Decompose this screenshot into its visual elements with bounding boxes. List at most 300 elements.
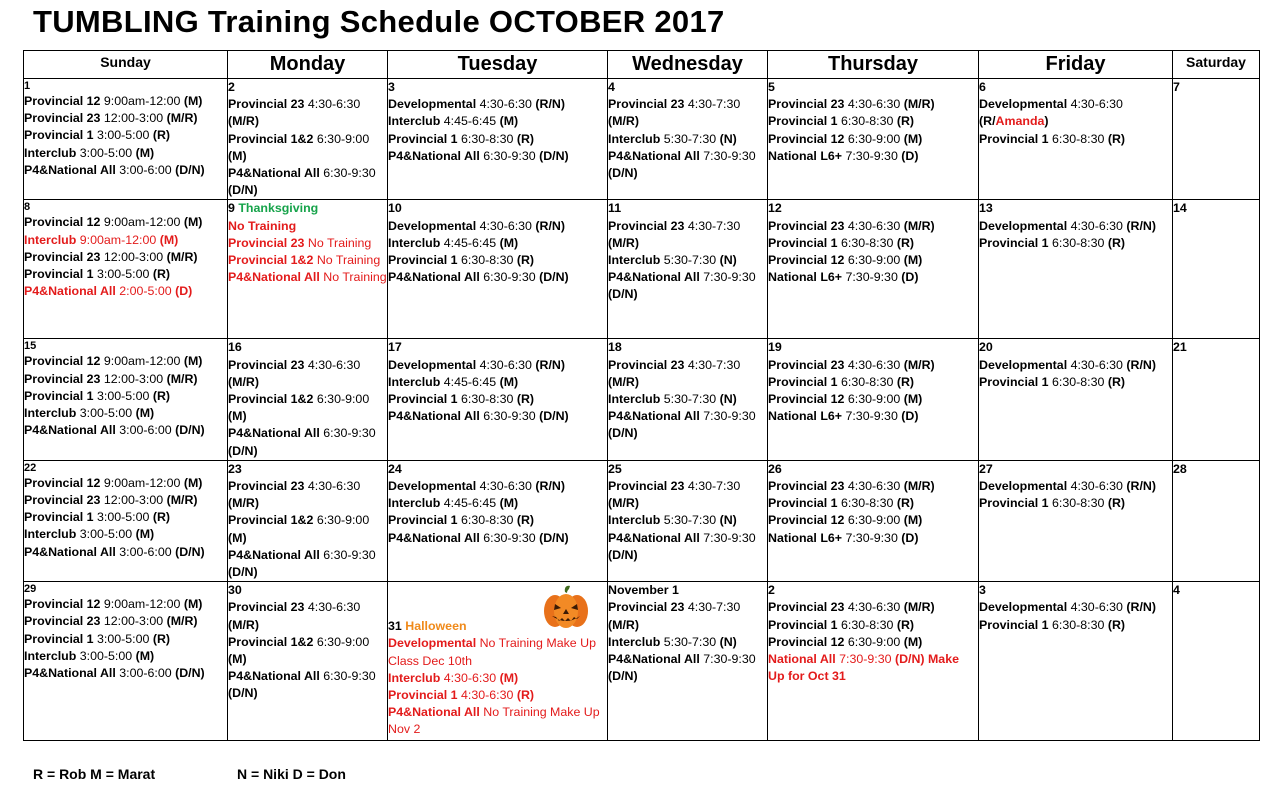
schedule-detail: 4:30-6:30 <box>440 670 500 685</box>
schedule-entry <box>388 635 607 669</box>
program-name: Provincial 23 <box>228 97 305 112</box>
program-name: P4&National All <box>388 705 480 720</box>
schedule-detail: 3:00-6:00 <box>115 423 176 438</box>
date-number: 24 <box>388 461 402 476</box>
date-label <box>608 200 767 217</box>
schedule-detail: 7:30-9:30 <box>842 530 902 545</box>
schedule-detail: (R) <box>896 114 915 129</box>
day-cell <box>228 339 388 460</box>
day-cell <box>388 79 608 200</box>
date-number: 4 <box>608 80 615 94</box>
schedule-detail: (M) <box>135 145 155 160</box>
date-number: 21 <box>1173 340 1187 355</box>
schedule-entry <box>979 235 1172 252</box>
program-name: Provincial 1&2 <box>228 513 314 528</box>
day-cell <box>768 582 979 741</box>
schedule-entry <box>608 634 767 651</box>
schedule-detail: 4:30-6:30 <box>457 688 517 703</box>
date-number: 31 <box>388 619 402 634</box>
schedule-detail: 6:30-9:00 <box>844 392 904 407</box>
schedule-detail: 6:30-9:30 <box>479 148 540 163</box>
schedule-detail: (R) <box>152 510 171 525</box>
day-cell <box>608 200 768 339</box>
schedule-entry <box>228 252 387 269</box>
calendar-body <box>24 79 1260 741</box>
header-tuesday: Tuesday <box>388 51 608 79</box>
schedule-detail: 9:00am-12:00 <box>100 215 184 230</box>
schedule-detail: 5:30-7:30 <box>660 131 720 146</box>
schedule-entry <box>24 110 227 127</box>
date-number: 20 <box>979 340 993 355</box>
program-name: Provincial 12 <box>24 475 101 490</box>
schedule-detail: 4:45-6:45 <box>440 496 500 511</box>
date-label <box>768 339 978 356</box>
schedule-detail: (R/N) <box>535 97 565 112</box>
program-name: Provincial 23 <box>608 97 685 112</box>
schedule-detail: 4:30-6:30 <box>304 479 361 494</box>
schedule-detail: 6:30-8:30 <box>457 392 517 407</box>
program-name: P4&National All <box>228 270 320 285</box>
schedule-detail: (R/N) <box>1126 357 1156 372</box>
date-label <box>768 200 978 217</box>
schedule-detail: (N) <box>719 513 737 528</box>
program-name: Provincial 12 <box>768 131 845 146</box>
schedule-detail: (R/N) <box>535 357 565 372</box>
program-name: Provincial 12 <box>24 354 101 369</box>
date-number: 17 <box>388 340 402 355</box>
header-friday: Friday <box>979 51 1173 79</box>
program-name: Provincial 12 <box>24 94 101 108</box>
date-label <box>768 582 978 599</box>
schedule-detail: (D/N) Make Up for Oct 31 <box>768 652 959 684</box>
schedule-detail: (M) <box>903 253 923 268</box>
schedule-entry <box>388 357 607 374</box>
schedule-detail: 4:45-6:45 <box>440 114 500 129</box>
day-cell <box>1173 460 1260 581</box>
program-name: Interclub <box>608 253 661 268</box>
schedule-detail: 3:00-5:00 <box>93 388 153 403</box>
program-name: Provincial 1 <box>768 235 838 250</box>
schedule-entry <box>24 388 227 405</box>
schedule-detail: (R/N) <box>1126 479 1156 494</box>
schedule-entry <box>608 478 767 512</box>
schedule-detail: 3:00-5:00 <box>76 145 136 160</box>
schedule-entry <box>608 252 767 269</box>
program-name: Provincial 1 <box>24 510 94 525</box>
schedule-detail: (R) <box>152 267 171 282</box>
schedule-detail: 12:00-3:00 <box>100 371 167 386</box>
program-name: Provincial 12 <box>768 634 845 649</box>
program-name: Provincial 1 <box>979 496 1049 511</box>
schedule-entry <box>24 371 227 388</box>
schedule-detail: 6:30-9:00 <box>844 131 904 146</box>
schedule-entry <box>388 374 607 391</box>
program-name: Provincial 1&2 <box>228 634 314 649</box>
day-cell <box>768 339 979 460</box>
schedule-detail: 4:30-6:30 <box>844 357 904 372</box>
program-name: P4&National All <box>228 166 320 181</box>
schedule-entry <box>768 96 978 113</box>
program-name: National All <box>768 652 836 667</box>
schedule-entry <box>768 530 978 547</box>
schedule-detail: 4:30-6:30 <box>476 357 536 372</box>
program-name: Provincial 23 <box>228 235 305 250</box>
date-number: 9 <box>228 201 235 216</box>
schedule-entry <box>768 131 978 148</box>
program-name: Developmental <box>979 97 1068 112</box>
date-number: 6 <box>979 80 986 94</box>
program-name: Provincial 23 <box>608 357 685 372</box>
schedule-entry <box>388 478 607 495</box>
schedule-detail: 4:30-7:30 <box>684 479 741 494</box>
schedule-detail: 9:00am-12:00 <box>100 354 184 369</box>
date-number: 30 <box>228 583 242 598</box>
schedule-entry <box>388 687 607 704</box>
date-label <box>24 79 227 93</box>
schedule-detail: 4:45-6:45 <box>440 235 500 250</box>
schedule-detail: (N) <box>719 131 737 146</box>
weekday-header-row <box>24 51 1260 79</box>
program-name: P4&National All <box>228 426 320 441</box>
schedule-detail: 6:30-8:30 <box>1048 374 1108 389</box>
program-name: P4&National All <box>24 423 116 438</box>
schedule-detail: 9:00am-12:00 <box>76 232 160 247</box>
program-name: Provincial 23 <box>768 479 845 494</box>
schedule-detail: 4:30-6:30 <box>844 218 904 233</box>
day-cell <box>228 460 388 581</box>
schedule-entry <box>388 252 607 269</box>
date-number: 2 <box>768 583 775 598</box>
program-name: P4&National All <box>388 530 480 545</box>
schedule-detail: (D/N) <box>175 544 205 559</box>
schedule-detail: (M) <box>183 597 203 612</box>
day-cell <box>608 339 768 460</box>
date-label <box>1173 200 1259 217</box>
schedule-detail: (M) <box>228 148 247 163</box>
schedule-entry <box>608 530 767 564</box>
program-name: Provincial 1&2 <box>228 131 314 146</box>
schedule-detail: (R/N) <box>535 479 565 494</box>
program-name: Provincial 1 <box>768 374 838 389</box>
schedule-detail: (D/N) <box>175 162 205 177</box>
date-label <box>24 200 227 214</box>
schedule-detail: 4:45-6:45 <box>440 374 500 389</box>
day-cell <box>608 79 768 200</box>
schedule-entry <box>228 269 387 286</box>
schedule-detail: (R/N) <box>1126 218 1156 233</box>
schedule-entry <box>24 665 227 682</box>
date-number: 29 <box>24 583 37 596</box>
schedule-entry <box>24 214 227 231</box>
schedule-detail: 6:30-8:30 <box>837 374 897 389</box>
schedule-entry <box>979 374 1172 391</box>
schedule-entry <box>228 599 387 633</box>
program-name: Provincial 1 <box>24 128 94 143</box>
date-label <box>608 461 767 478</box>
schedule-entry <box>24 249 227 266</box>
date-label <box>979 582 1172 599</box>
date-number: 7 <box>1173 80 1180 94</box>
day-cell <box>24 582 228 741</box>
schedule-detail: 4:30-7:30 <box>684 600 741 615</box>
schedule-entry <box>388 235 607 252</box>
schedule-detail: 4:30-7:30 <box>684 97 741 112</box>
schedule-entry <box>768 391 978 408</box>
schedule-detail: 6:30-8:30 <box>1048 235 1108 250</box>
day-cell <box>388 339 608 460</box>
schedule-detail: (M) <box>228 409 247 424</box>
schedule-detail: 3:00-5:00 <box>76 406 136 421</box>
header-monday: Monday <box>228 51 388 79</box>
date-label <box>608 339 767 356</box>
date-number: 8 <box>24 201 31 214</box>
program-name: Interclub <box>608 513 661 528</box>
schedule-detail: 12:00-3:00 <box>100 111 167 126</box>
schedule-detail: (D/N) <box>228 183 258 198</box>
program-name: Provincial 12 <box>24 597 101 612</box>
program-name: Interclub <box>24 406 77 421</box>
schedule-detail: (M/R) <box>608 617 639 632</box>
schedule-detail: (R) <box>152 631 171 646</box>
date-label <box>1173 461 1259 478</box>
program-name: Provincial 1 <box>979 374 1049 389</box>
schedule-detail: 4:30-6:30 <box>476 479 536 494</box>
schedule-detail: No Training <box>319 270 387 285</box>
schedule-detail: (D/N) <box>228 565 258 580</box>
schedule-detail: 4:30-6:30 <box>1067 218 1127 233</box>
schedule-detail: (M/R) <box>166 111 198 126</box>
schedule-detail: (R) <box>516 392 535 407</box>
date-label <box>768 461 978 478</box>
schedule-detail: (D/N) <box>175 666 205 681</box>
day-cell <box>608 582 768 741</box>
schedule-detail: 7:30-9:30 <box>699 409 756 424</box>
day-cell <box>979 582 1173 741</box>
day-cell <box>388 460 608 581</box>
program-name: Provincial 23 <box>768 357 845 372</box>
program-name: P4&National All <box>24 162 116 177</box>
schedule-entry <box>228 547 387 581</box>
schedule-detail: 7:30-9:30 <box>835 652 895 667</box>
date-label <box>768 79 978 96</box>
schedule-detail: 6:30-8:30 <box>837 617 897 632</box>
program-name: Provincial 23 <box>228 479 305 494</box>
schedule-detail: (D/N) <box>539 530 569 545</box>
schedule-detail: (M/R) <box>903 218 935 233</box>
day-cell <box>24 200 228 339</box>
program-name: P4&National All <box>608 148 700 163</box>
schedule-entry <box>228 218 387 235</box>
schedule-detail: (M) <box>903 392 923 407</box>
schedule-detail: (M/R) <box>228 496 259 511</box>
schedule-detail: 6:30-8:30 <box>1048 617 1108 632</box>
day-cell <box>388 200 608 339</box>
program-name: Provincial 23 <box>608 218 685 233</box>
schedule-entry <box>388 704 607 738</box>
schedule-detail: (M/R) <box>166 249 198 264</box>
program-name: Interclub <box>24 145 77 160</box>
schedule-entry <box>24 648 227 665</box>
schedule-detail: (R/N) <box>535 218 565 233</box>
program-name: P4&National All <box>608 530 700 545</box>
schedule-detail: (M) <box>499 374 519 389</box>
program-name: Interclub <box>388 235 441 250</box>
schedule-detail: 4:30-6:30 <box>476 97 536 112</box>
program-name: Developmental <box>979 357 1068 372</box>
schedule-entry <box>228 131 387 165</box>
schedule-detail: 2:00-5:00 <box>115 284 176 299</box>
schedule-entry <box>768 495 978 512</box>
schedule-detail: (R) <box>896 617 915 632</box>
date-number: 26 <box>768 461 782 476</box>
schedule-detail: (M/R) <box>903 600 935 615</box>
schedule-detail: 4:30-6:30 <box>844 479 904 494</box>
schedule-detail: 4:30-6:30 <box>1067 600 1127 615</box>
program-name: Provincial 1&2 <box>228 253 314 268</box>
schedule-entry <box>228 165 387 199</box>
program-name: Provincial 1 <box>388 253 458 268</box>
program-name: Interclub <box>608 634 661 649</box>
schedule-entry <box>608 651 767 685</box>
schedule-detail: 7:30-9:30 <box>842 270 902 285</box>
program-name: Provincial 23 <box>608 479 685 494</box>
schedule-detail: 7:30-9:30 <box>842 409 902 424</box>
program-name: P4&National All <box>388 270 480 285</box>
program-name: Developmental <box>388 636 477 651</box>
program-name: Provincial 23 <box>24 249 101 264</box>
schedule-detail: 7:30-9:30 <box>699 530 756 545</box>
schedule-entry <box>768 512 978 529</box>
schedule-entry <box>24 266 227 283</box>
schedule-detail: (R) <box>516 131 535 146</box>
program-name: Provincial 1 <box>388 513 458 528</box>
date-number: 19 <box>768 340 782 355</box>
schedule-detail: (M) <box>903 131 923 146</box>
schedule-entry <box>979 478 1172 495</box>
day-cell <box>1173 79 1260 200</box>
schedule-detail: 7:30-9:30 <box>842 148 902 163</box>
schedule-detail: (M) <box>903 513 923 528</box>
schedule-detail: (M) <box>135 406 155 421</box>
program-name: Provincial 23 <box>228 357 305 372</box>
schedule-detail: Amanda <box>995 114 1045 129</box>
schedule-detail: 6:30-8:30 <box>457 253 517 268</box>
program-name: P4&National All <box>608 270 700 285</box>
schedule-entry <box>979 495 1172 512</box>
schedule-entry <box>24 509 227 526</box>
date-number: 5 <box>768 80 775 94</box>
schedule-entry <box>24 232 227 249</box>
schedule-entry <box>608 218 767 252</box>
schedule-detail: 6:30-9:00 <box>844 253 904 268</box>
schedule-detail: (M) <box>499 235 519 250</box>
schedule-entry <box>608 599 767 633</box>
schedule-detail: 4:30-6:30 <box>844 600 904 615</box>
program-name: National L6+ <box>768 270 843 285</box>
date-number: 10 <box>388 201 402 216</box>
header-saturday: Saturday <box>1173 51 1260 79</box>
schedule-detail: 6:30-9:30 <box>479 530 540 545</box>
schedule-detail: (D) <box>175 284 193 299</box>
program-name: Provincial 1 <box>768 496 838 511</box>
schedule-detail: (M) <box>159 232 179 247</box>
schedule-entry <box>768 357 978 374</box>
program-name: Provincial 1 <box>388 688 458 703</box>
day-cell <box>979 339 1173 460</box>
date-label <box>979 79 1172 96</box>
schedule-detail: 3:00-6:00 <box>115 544 176 559</box>
program-name: Provincial 12 <box>24 215 101 230</box>
schedule-detail: (M) <box>499 496 519 511</box>
schedule-detail: (D/N) <box>175 423 205 438</box>
schedule-entry <box>388 512 607 529</box>
schedule-detail: (M) <box>183 94 203 108</box>
day-cell <box>979 200 1173 339</box>
program-name: Developmental <box>388 479 477 494</box>
program-name: P4&National All <box>608 652 700 667</box>
schedule-detail: 6:30-9:30 <box>479 409 540 424</box>
date-label <box>1173 339 1259 356</box>
schedule-entry <box>24 127 227 144</box>
program-name: Provincial 1 <box>388 392 458 407</box>
schedule-detail: (N) <box>719 253 737 268</box>
program-name: Provincial 1&2 <box>228 392 314 407</box>
program-name: P4&National All <box>228 669 320 684</box>
week-row <box>24 200 1260 339</box>
schedule-entry <box>24 93 227 110</box>
schedule-entry <box>228 235 387 252</box>
schedule-entry <box>388 96 607 113</box>
day-cell <box>608 460 768 581</box>
pumpkin-icon <box>541 584 591 630</box>
schedule-entry <box>388 391 607 408</box>
schedule-detail: 4:30-6:30 <box>1067 357 1127 372</box>
date-number: 12 <box>768 201 782 216</box>
schedule-entry <box>228 357 387 391</box>
program-name: Provincial 1 <box>24 267 94 282</box>
schedule-entry <box>228 512 387 546</box>
program-name: Provincial 12 <box>768 392 845 407</box>
date-number: 16 <box>228 340 242 355</box>
schedule-detail: 6:30-9:00 <box>313 131 370 146</box>
program-name: P4&National All <box>24 284 116 299</box>
day-cell <box>768 79 979 200</box>
program-name: P4&National All <box>228 547 320 562</box>
schedule-entry <box>388 670 607 687</box>
schedule-detail: (M/R) <box>608 235 639 250</box>
schedule-entry <box>388 495 607 512</box>
program-name: Provincial 23 <box>24 371 101 386</box>
schedule-entry <box>608 512 767 529</box>
schedule-detail: (R) <box>152 388 171 403</box>
schedule-entry <box>24 353 227 370</box>
schedule-detail: (D/N) <box>228 686 258 701</box>
program-name: Provincial 23 <box>768 600 845 615</box>
schedule-detail: (M) <box>135 648 155 663</box>
schedule-entry <box>24 405 227 422</box>
schedule-entry <box>24 492 227 509</box>
date-label <box>388 339 607 356</box>
schedule-detail: 6:30-9:00 <box>844 513 904 528</box>
schedule-entry <box>768 634 978 651</box>
schedule-detail: (D/N) <box>608 166 638 181</box>
program-name: Interclub <box>608 131 661 146</box>
schedule-detail: (M/R) <box>228 374 259 389</box>
schedule-detail: (D/N) <box>608 669 638 684</box>
schedule-entry <box>388 113 607 130</box>
schedule-entry <box>388 218 607 235</box>
program-name: Provincial 1 <box>768 617 838 632</box>
